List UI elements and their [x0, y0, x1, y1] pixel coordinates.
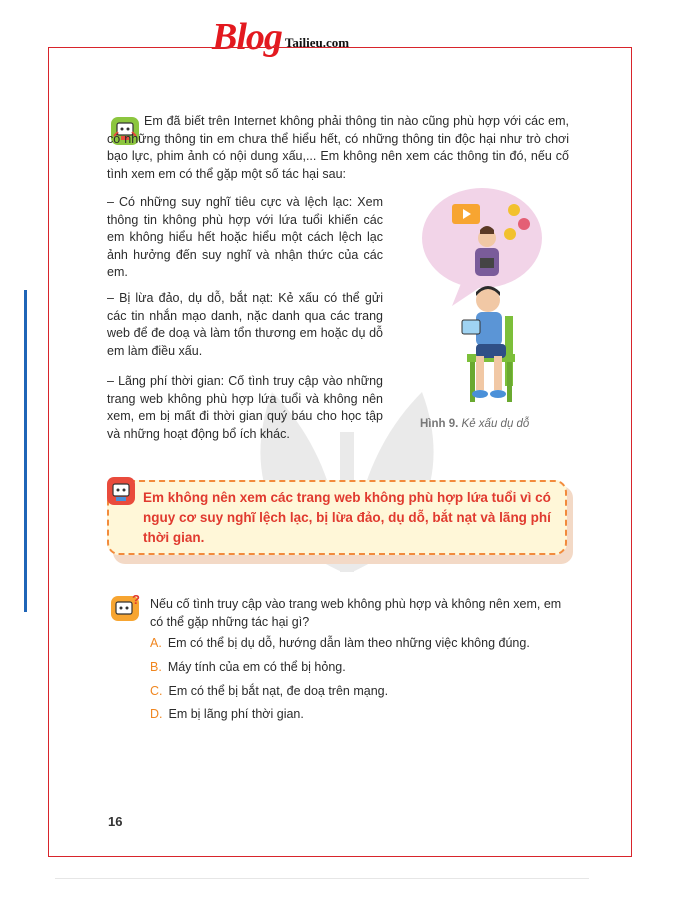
logo-domain-text: Tailieu.com — [284, 35, 350, 50]
key-note-text: Em không nên xem các trang web không phù hợp lứa tuổi vì có nguy cơ suy nghĩ lệch lạc, bị lừa đảo, dụ dỗ, bắt nạt và lãng phí thời gian. — [143, 490, 551, 545]
intro-paragraph: Em đã biết trên Internet không phải thông tin nào cũng phù hợp với các em, có những thông tin em chưa thể hiểu hết, có những thông tin độc hại như trò chơi bạo lực, phim ảnh có nội dung xấu,... Em không nên xem các thông tin đó, nếu cố tình xem em có thể gặp một số tác hại sau: — [107, 114, 569, 181]
option-a-text: Em có thể bị dụ dỗ, hướng dẫn làm theo những việc không đúng. — [167, 636, 530, 650]
child-tablet-illustration — [412, 186, 572, 418]
option-b[interactable] — [150, 660, 346, 674]
option-a[interactable] — [150, 636, 530, 650]
question-robot-icon — [110, 592, 140, 622]
figure-caption — [420, 418, 529, 430]
question-text: Nếu cố tình truy cập vào trang web không phù hợp và không nên xem, em có thể gặp những tác hại gì? — [150, 597, 562, 629]
figure-caption-label: Hình 9. — [420, 418, 459, 430]
logo-main-text: Blog — [212, 16, 282, 58]
option-a-letter: A. — [150, 636, 162, 650]
side-accent-bar — [24, 290, 27, 612]
harm-item-time-waste: – Lãng phí thời gian: Cố tình truy cập vào những trang web không phù hợp lứa tuổi và không nên xem, em bị mất đi thời gian quý báu cho học tập và những hoạt động bổ ích khác. — [107, 374, 383, 441]
option-c-text: Em có thể bị bắt nạt, đe doạ trên mạng. — [168, 684, 389, 698]
svg-text:?: ? — [132, 592, 140, 607]
option-b-letter: B. — [150, 660, 162, 674]
option-c-letter: C. — [150, 684, 163, 698]
figure-caption-text: Kẻ xấu dụ dỗ — [461, 418, 530, 430]
bottom-divider — [55, 878, 589, 879]
remember-robot-icon — [106, 476, 136, 506]
option-d-letter: D. — [150, 707, 163, 721]
option-b-text: Máy tính của em có thể bị hỏng. — [167, 660, 346, 674]
harm-item-negative-thoughts: – Có những suy nghĩ tiêu cực và lệch lạc: Xem thông tin không phù hợp với lứa tuổi khiến các em không hiểu hết hoặc hiểu một cách lệch lạc ảnh hưởng đến suy nghĩ và nhận thức của các em. — [107, 195, 383, 279]
harm-item-scam-bully: – Bị lừa đảo, dụ dỗ, bắt nạt: Kẻ xấu có thể gửi các tin nhắn mạo danh, nặc danh qua các trang web để đe doạ và làm tổn thương em hoặc dụ dỗ em làm điều xấu. — [107, 291, 383, 358]
option-d[interactable] — [150, 707, 304, 721]
page-number: 16 — [108, 814, 123, 829]
option-c[interactable] — [150, 684, 388, 698]
option-d-text: Em bị lãng phí thời gian. — [168, 707, 304, 721]
